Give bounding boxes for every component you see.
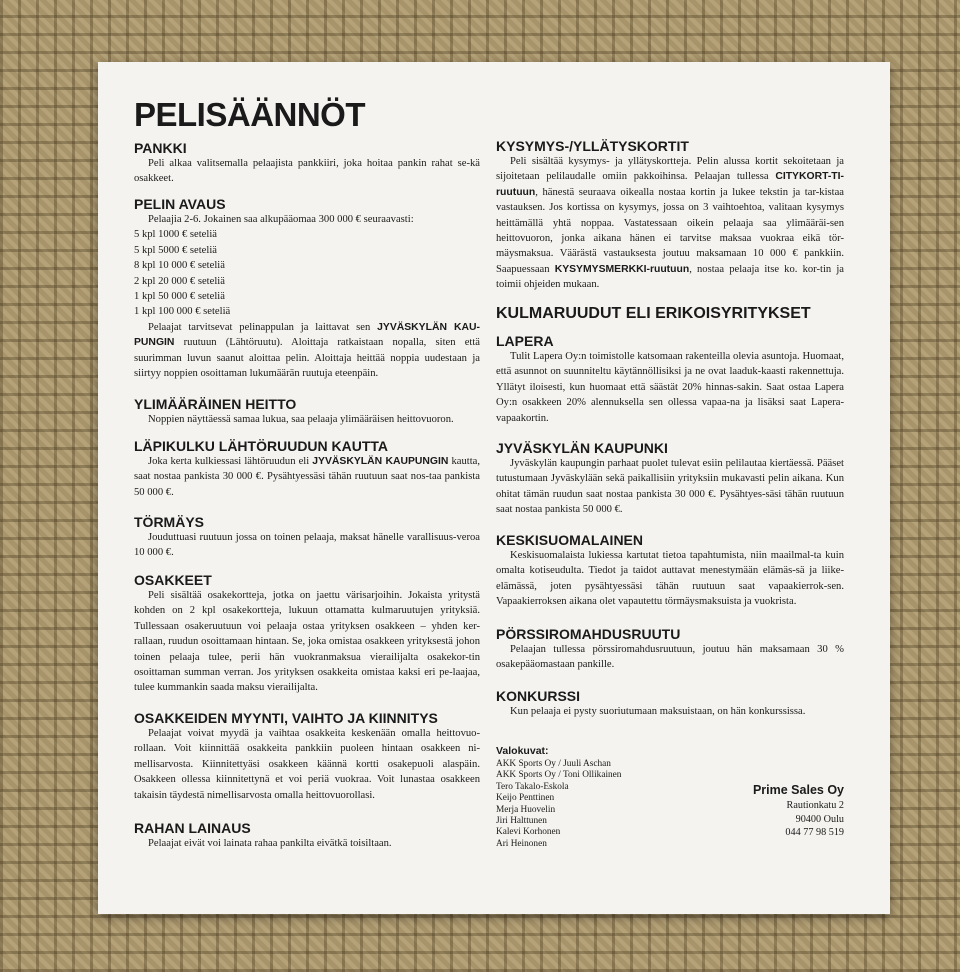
- credit-name: Jiri Halttunen: [496, 816, 547, 827]
- company-street: Rautionkatu 2: [786, 800, 844, 811]
- section-heading: PELIN AVAUS: [134, 196, 226, 212]
- list-item: 8 kpl 10 000 € seteliä: [134, 260, 225, 272]
- section-heading: KYSYMYS-/YLLÄTYSKORTIT: [496, 138, 689, 154]
- section-lapera: [496, 333, 844, 426]
- section-heading-large: KULMARUUDUT ELI ERIKOISYRITYKSET: [496, 305, 811, 322]
- section-text: Pelaajat eivät voi lainata rahaa pankilta eivätkä toisiltaan.: [148, 838, 392, 849]
- list-item: 1 kpl 100 000 € seteliä: [134, 306, 231, 318]
- credit-name: AKK Sports Oy / Juuli Aschan: [496, 759, 611, 769]
- photo-credits: [496, 744, 696, 850]
- section-heading: LAPERA: [496, 333, 554, 349]
- company-phone: 044 77 98 519: [785, 827, 844, 839]
- company-city: 90400 Oulu: [795, 813, 844, 825]
- section-heading: LÄPIKULKU LÄHTÖRUUDUN KAUTTA: [134, 438, 389, 454]
- list-item: 1 kpl 50 000 € seteliä: [134, 291, 225, 303]
- section-text: Pelaajat voivat myydä ja vaihtaa osakkeita keskenään omalla heittovuo-rollaan. Voit kiinnittää osakkeita pankkiin puoleen hintaan osakkeen ni-mellisarvosta. Kiinnitettyäsi osakkeen käännä kortti osakepuoli alaspäin. Osakkeen ollessa kiinnitettynä et voi periä vuokraa. Voit lunastaa osakkeen takaisin täydestä nimellisarvosta omalla heittovuorollasi.: [134, 728, 480, 801]
- section-intro: Pelaajia 2-6. Jokainen saa alkupääomaa 300 000 € seuraavasti:: [148, 214, 414, 225]
- company-address: [753, 782, 844, 840]
- section-heading: RAHAN LAINAUS: [134, 820, 251, 836]
- starting-money-list: [134, 227, 480, 319]
- section-text: Noppien näyttäessä samaa lukua, saa pelaaja ylimääräisen heittovuoron.: [148, 414, 454, 425]
- section-porssiromahdus: [496, 626, 844, 673]
- section-jyvaskylan-kaupunki: [496, 440, 844, 518]
- section-heading: OSAKKEET: [134, 572, 212, 588]
- list-item: 5 kpl 5000 € seteliä: [134, 244, 217, 256]
- section-text: Joka kerta kulkiessasi lähtöruudun eli JYVÄSKYLÄN KAUPUNGIN kautta, saat nostaa pankista 30 000 €. Pysähtyessäsi tähän ruutuun saat nos-taa pankista 50 000 €.: [134, 456, 481, 498]
- section-heading: TÖRMÄYS: [134, 514, 204, 530]
- list-item: 2 kpl 20 000 € seteliä: [134, 275, 225, 287]
- company-name: Prime Sales Oy: [752, 783, 844, 797]
- section-heading: OSAKKEIDEN MYYNTI, VAIHTO JA KIINNITYS: [134, 710, 438, 726]
- section-text: Peli sisältää osakekortteja, jotka on jaettu värisarjoihin. Jokaista yritystä kohden on 2 kpl osakekortteja, lukuun ottamatta kulmaruutujen yrityksiä. Tullessaan osakeruutuun voi pelaaja ostaa yrityksen osakkeen – yhden ker-rallaan, ruudun osoittamaan hintaan. Se, joka omistaa osakkeen yrityksestä johon toinen pelaaja tulee, perii hän vuokranmaksua vierailijalta osakekor-tin osoittaman summan verran. Jos yrityksen osakkeita omistaa kaksi eri pe-laajaa, tulee kummankin saada maksu vierailijalta.: [134, 590, 480, 694]
- section-text: Keskisuomalaista lukiessa kartutat tietoa tapahtumista, niin maailmal-ta kuin omalta kotiseudulta. Tiedot ja taidot auttavat menestymään elämäs-sä ja liike-elämässä, joten pysähtyessäsi tähän ruutuun saat vapaakierrok-sen. Vapaakierroksen aikana olet vapautettu törmäysmaksuista ja vuokrista.: [496, 550, 844, 608]
- page-title: PELISÄÄNNÖT: [134, 96, 366, 133]
- section-text: Jouduttuasi ruutuun jossa on toinen pelaaja, maksat hänelle varallisuus-veroa 10 000 €.: [134, 532, 480, 559]
- section-konkurssi: [496, 688, 844, 719]
- credit-name: Ari Heinonen: [496, 838, 547, 849]
- section-tormays: [134, 514, 480, 561]
- credits-heading: Valokuvat:: [496, 745, 549, 757]
- section-kysymys-kortit: [496, 138, 844, 293]
- section-text: Peli alkaa valitsemalla pelaajista pankkiiri, joka hoitaa pankin rahat se-kä osakkeet.: [134, 158, 480, 185]
- section-pankki: [134, 140, 480, 187]
- section-text: Kun pelaaja ei pysty suoriutumaan maksuistaan, on hän konkurssissa.: [510, 706, 806, 717]
- section-heading: PANKKI: [134, 140, 187, 156]
- credit-name: Keijo Penttinen: [496, 793, 555, 804]
- section-text: Jyväskylän kaupungin parhaat puolet tulevat esiin pelilautaa kiertäessä. Pääset tutustumaan Jyväskylään sekä paikallisiin yrityksiin mukavasti pelin aikana. Kun ohitat tämän ruudun saat nostaa pankista 30 000 €. Pysähtyes-säsi tähän ruutuun saat nostaa pankista 50 000 €.: [496, 458, 844, 516]
- section-kulmaruudut: [496, 305, 844, 323]
- credit-name: Tero Takalo-Eskola: [496, 781, 569, 792]
- section-rahan-lainaus: [134, 820, 480, 851]
- section-osakkeiden-myynti: [134, 710, 480, 803]
- section-text: Tulit Lapera Oy:n toimistolle katsomaan rakenteilla olevia asuntoja. Huomaat, että asunnot on suunniteltu käytännöllisiksi ja ne ovat laaduk-kaasti rakennettuja. Yllätyt iloisesti, kun huomaat että säästät 20% hinnas-sakin. Saat ostaa Lapera Oy:n osakkeen 20% alennuksella sen ollessa vapaa-na ja lisäksi saat Lapera-vapaakortin.: [496, 351, 844, 424]
- section-ylimaarainen-heitto: [134, 396, 480, 427]
- credit-name: AKK Sports Oy / Toni Ollikainen: [496, 770, 622, 781]
- section-heading: KONKURSSI: [496, 688, 581, 704]
- section-heading: PÖRSSIROMAHDUSRUUTU: [496, 626, 681, 642]
- section-heading: KESKISUOMALAINEN: [496, 532, 644, 548]
- section-text: Peli sisältää kysymys- ja yllätyskortteja. Pelin alussa kortit sekoitetaan ja sijoitetaan pelilaudalle omiin pakkoihinsa. Pelaajan tullessa CITYKORT-TI-ruutuun, hänestä seuraava oikealla nostaa kortin ja lukee tekstin ja tar-kistaa vastauksen. Jos kortissa on kysymys, jossa on 3 vaihtoehtoa, valitaan kysymys heittämällä yhtä noppaa. Vastatessaan oikein pelaaja saa ylimääräi-sen heittovuoron, jonka aikana hänen ei tarvitse maksaa vuokraa eikä tör-mäysmaksua. Väärästä vastauksesta joutuu maksamaan 10 000 € pankkiin. Saapuessaan KYSYMYSMERKKI-ruutuun, nostaa pelaaja itse ko. kor-tin ja toimii ohjeiden mukaan.: [496, 156, 844, 291]
- section-heading: YLIMÄÄRÄINEN HEITTO: [134, 396, 297, 412]
- section-heading: JYVÄSKYLÄN KAUPUNKI: [496, 440, 668, 456]
- credit-name: Merja Huovelin: [496, 804, 556, 815]
- section-text: Pelaajan tullessa pörssiromahdusruutuun, joutuu hän maksamaan 30 % osakepääomastaan pankille.: [496, 644, 844, 671]
- section-pelin-avaus: [134, 196, 480, 381]
- section-text: Pelaajat tarvitsevat pelinappulan ja laittavat sen JYVÄSKYLÄN KAU-PUNGIN ruutuun (Lähtöruutu). Aloittaja ratkaistaan nopalla, siten että suurimman luvun saanut aloittaa pelin. Aloittaja heittää noppia uudestaan ja siirtyy noppien osoittaman lukumäärän ruutuja eteenpäin.: [134, 321, 480, 380]
- credit-name: Kalevi Korhonen: [496, 827, 561, 838]
- rules-sheet: [98, 62, 890, 914]
- section-osakkeet: [134, 572, 480, 696]
- section-lapikulku: [134, 438, 480, 500]
- section-keskisuomalainen: [496, 532, 844, 610]
- list-item: 5 kpl 1000 € seteliä: [134, 229, 217, 241]
